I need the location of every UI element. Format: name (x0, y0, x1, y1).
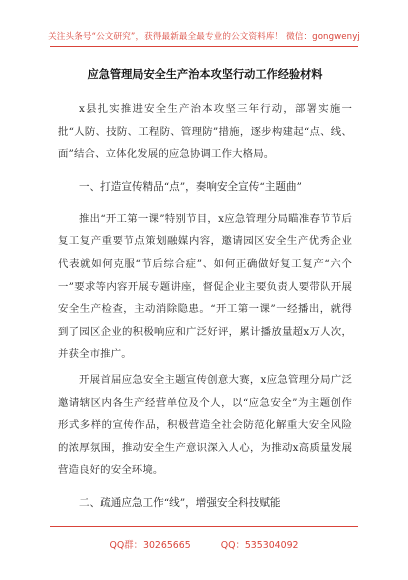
header-divider (50, 46, 358, 47)
paragraph-1: 推出“开工第一课”特别节目，x应急管理分局瞄准春节节后复工复产重要节点策划融媒内容，邀请园区安全生产优秀企业代表就如何克服“节后综合症”、如何正确做好复工复产“六个一”要求等内容开展专题讲座，督促企业主要负责人要带队开展安全生产检查，主动消除隐患。“开工第一课”一经播出，就得到了园区企业的积极响应和广泛好评，累计播放量超x万人次，并获全市推广。 (58, 212, 352, 361)
intro-paragraph: x县扎实推进安全生产治本攻坚三年行动，部署实施一批“人防、技防、工程防、管理防”措施，逐步构建起“点、线、面”结合、立体化发展的应急协调工作大格局。 (58, 103, 352, 161)
header-promo-text: 关注头条号“公文研究”，获得最新最全最专业的公文资料库！ 微信：gongwenyj (48, 32, 360, 42)
section-1-heading: 一、打造宣传精品“点”，奏响安全宣传“主题曲” (79, 180, 302, 193)
footer-qq-group: QQ群：30265665 (109, 540, 191, 551)
footer-divider (50, 526, 358, 527)
document-title: 应急管理局安全生产治本攻坚行动工作经验材料 (87, 68, 323, 81)
page-footer (0, 526, 408, 580)
document-body (58, 66, 352, 524)
footer-contact (0, 537, 408, 551)
page-header (0, 0, 408, 52)
paragraph-2: 开展首届应急安全主题宣传创意大赛，x应急管理分局广泛邀请辖区内各生产经营单位及个人，以“应急安全”为主题创作形式多样的宣传作品，积极营造全社会防范化解重大安全风险的浓厚氛围，推动安全生产意识深入人心，为推动x高质量发展营造良好的安全环境。 (58, 373, 352, 477)
section-2-heading: 二、疏通应急工作“线”，增强安全科技赋能 (79, 496, 281, 509)
footer-qq: QQ：535304092 (220, 540, 299, 551)
